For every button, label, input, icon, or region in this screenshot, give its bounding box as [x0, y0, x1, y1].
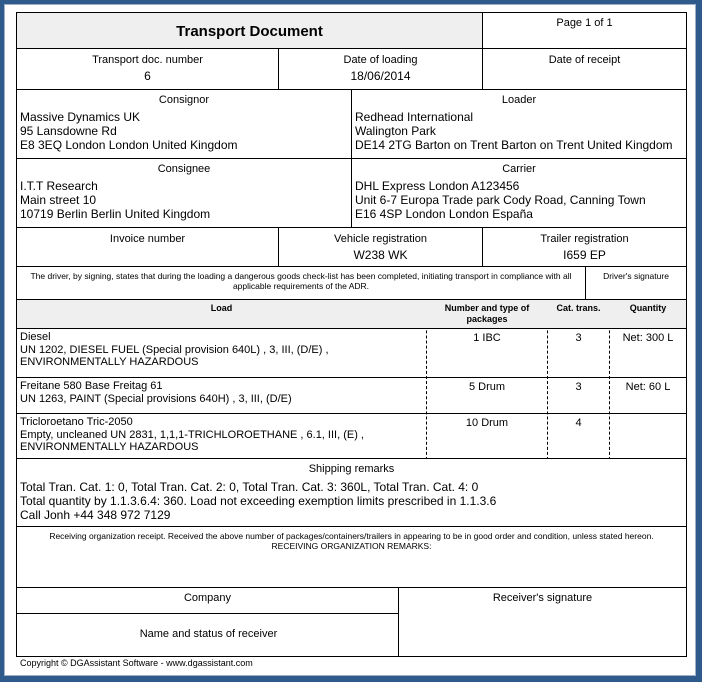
loader-label: Loader	[501, 94, 537, 106]
quantity-value: Net: 300 L	[622, 332, 674, 344]
cat-value: 4	[575, 417, 582, 429]
load-line: Freitane 580 Base Freitag 61	[20, 380, 163, 392]
shipping-remarks-label: Shipping remarks	[308, 463, 395, 475]
page-number-cell	[482, 12, 687, 49]
company-label: Company	[183, 592, 232, 604]
invoice-number-cell	[16, 227, 279, 267]
load-line: Empty, uncleaned UN 2831, 1,1,1-TRICHLOROETHANE , 6.1, III, (E) ,	[20, 428, 364, 441]
address-line: 95 Lansdowne Rd	[20, 124, 117, 138]
packages-value: 5 Drum	[468, 381, 506, 393]
address-line: I.T.T Research	[20, 179, 98, 193]
receivers-signature-cell	[398, 587, 687, 657]
consignor-cell	[16, 89, 352, 159]
cat-value: 3	[575, 332, 582, 344]
address-line: Unit 6-7 Europa Trade park Cody Road, Canning Town	[355, 193, 646, 207]
receivers-signature-label: Receiver's signature	[492, 592, 593, 604]
load-description	[20, 331, 424, 369]
loader-cell	[351, 89, 687, 159]
date-of-loading-label: Date of loading	[343, 54, 418, 66]
driver-statement: The driver, by signing, states that during the loading a dangerous goods check-list has been completed, initiating transport in compliance with all applicable requirements of the ADR.	[30, 271, 572, 291]
address-line: Massive Dynamics UK	[20, 110, 141, 124]
quantity-value: Net: 60 L	[625, 381, 671, 393]
date-of-loading-cell	[278, 48, 483, 90]
packages-value: 1 IBC	[473, 332, 501, 344]
date-of-receipt-label: Date of receipt	[548, 54, 621, 66]
title-cell	[16, 12, 483, 49]
carrier-label: Carrier	[502, 163, 536, 175]
remark-line: Total Tran. Cat. 1: 0, Total Tran. Cat. 2: 0, Total Tran. Cat. 3: 360L, Total Tran. Cat. 4: 0	[20, 480, 479, 494]
document-title: Transport Document	[176, 23, 323, 40]
receipt-statement-cell	[16, 526, 687, 588]
table-row	[17, 414, 686, 458]
carrier-address	[352, 175, 686, 221]
load-line: Tricloroetano Tric-2050	[20, 416, 133, 428]
drivers-signature-label: Driver's signature	[603, 271, 669, 281]
address-line: DHL Express London A123456	[355, 179, 520, 193]
date-of-loading-value: 18/06/2014	[350, 69, 411, 83]
vehicle-registration-label: Vehicle registration	[334, 233, 427, 245]
consignee-label: Consignee	[157, 163, 211, 175]
cat-value: 3	[575, 381, 582, 393]
trailer-registration-label: Trailer registration	[540, 233, 629, 245]
copyright: Copyright © DGAssistant Software - www.dgassistant.com	[20, 658, 253, 668]
load-description	[20, 380, 424, 405]
carrier-cell	[351, 158, 687, 228]
load-line: ENVIRONMENTALLY HAZARDOUS	[20, 356, 199, 368]
vehicle-registration-cell	[278, 227, 483, 267]
vehicle-registration-value: W238 WK	[353, 248, 408, 262]
shipping-remarks-cell	[16, 458, 687, 527]
drivers-signature-cell	[585, 266, 687, 300]
consignee-cell	[16, 158, 352, 228]
consignor-address	[17, 106, 351, 152]
invoice-number-value	[17, 245, 278, 248]
address-line: E16 4SP London London España	[355, 207, 533, 221]
shipping-remarks-text	[17, 475, 686, 522]
loader-address	[352, 106, 686, 152]
transport-document	[16, 12, 686, 655]
header-cat-trans: Cat. trans.	[556, 303, 601, 313]
doc-number-label: Transport doc. number	[92, 54, 203, 66]
address-line: Walington Park	[355, 124, 436, 138]
doc-number-value: 6	[144, 69, 151, 83]
header-load: Load	[210, 303, 233, 313]
page-number: Page 1 of 1	[556, 17, 613, 29]
address-line: Main street 10	[20, 193, 97, 207]
company-cell	[16, 587, 399, 657]
trailer-registration-cell	[482, 227, 687, 267]
consignee-address	[17, 175, 351, 221]
load-line: UN 1263, PAINT (Special provisions 640H) , 3, III, (D/E)	[20, 392, 292, 405]
driver-statement-cell	[16, 266, 586, 300]
load-line: ENVIRONMENTALLY HAZARDOUS	[20, 441, 199, 453]
receipt-statement: Receiving organization receipt. Received the above number of packages/containers/trailers in appearing to be in good order and condition, unless stated hereon.	[49, 531, 654, 541]
packages-value: 10 Drum	[465, 417, 509, 429]
header-packages: Number and type of packages	[444, 303, 530, 324]
date-of-receipt-value	[483, 66, 686, 69]
address-line: E8 3EQ London London United Kingdom	[20, 138, 238, 152]
load-line: Diesel	[20, 331, 51, 343]
document-frame	[4, 4, 696, 676]
header-quantity: Quantity	[629, 303, 667, 313]
doc-number-cell	[16, 48, 279, 90]
name-status-label: Name and status of receiver	[139, 628, 278, 640]
remark-line: Total quantity by 1.1.3.6.4: 360. Load not exceeding exemption limits prescribed in 1.1.3.6	[20, 494, 497, 508]
table-row	[17, 328, 686, 378]
date-of-receipt-cell	[482, 48, 687, 90]
consignor-label: Consignor	[158, 94, 210, 106]
address-line: Redhead International	[355, 110, 474, 124]
address-line: DE14 2TG Barton on Trent Barton on Trent United Kingdom	[355, 138, 673, 152]
receiving-remarks-label: RECEIVING ORGANIZATION REMARKS:	[271, 541, 432, 551]
load-table-header	[17, 300, 686, 329]
remark-line: Call Jonh +44 348 972 7129	[20, 508, 171, 522]
load-description	[20, 416, 424, 454]
load-line: UN 1202, DIESEL FUEL (Special provision 640L) , 3, III, (D/E) ,	[20, 343, 329, 356]
invoice-number-label: Invoice number	[109, 233, 186, 245]
trailer-registration-value: I659 EP	[563, 248, 606, 262]
load-table	[16, 299, 687, 459]
table-row	[17, 378, 686, 414]
address-line: 10719 Berlin Berlin United Kingdom	[20, 207, 211, 221]
